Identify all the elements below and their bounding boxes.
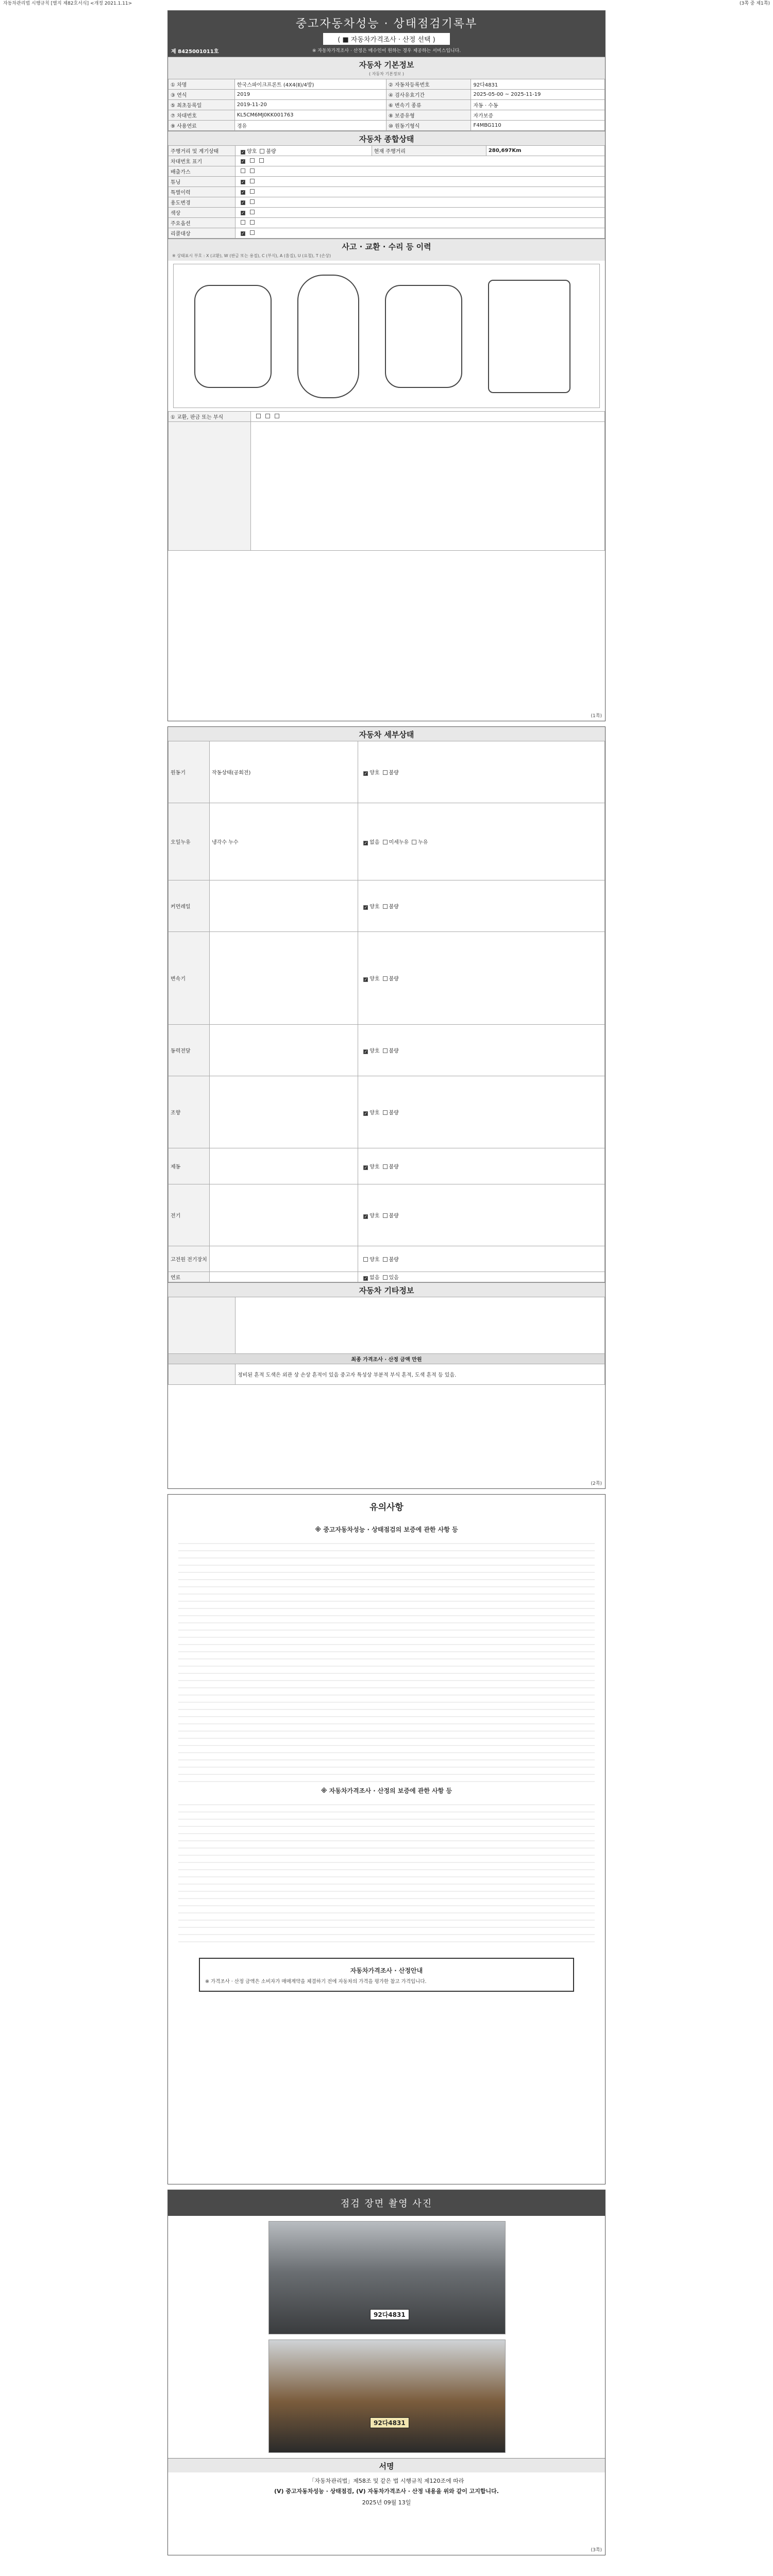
checkbox[interactable]: ✓ — [364, 1165, 368, 1170]
car-outline-frame — [488, 280, 570, 393]
checkbox[interactable]: ✓ — [364, 1214, 368, 1219]
basic-info-title: 자동차 기본정보 — [168, 57, 605, 71]
checkbox[interactable] — [250, 199, 255, 204]
mileage-label: 현재 주행거리 — [372, 146, 486, 156]
accident-section — [168, 239, 605, 551]
detail-category: 고전원 전기장치 — [169, 1246, 210, 1272]
checkbox[interactable] — [383, 1048, 388, 1053]
notes-title: 유의사항 — [168, 1495, 605, 1518]
field-value: 92다4831 — [471, 79, 605, 90]
overall-status-section — [168, 131, 605, 239]
other-info-section — [168, 1282, 605, 1385]
price-guide-box — [199, 1958, 574, 1992]
page-number: (2쪽) — [591, 1481, 602, 1486]
status-row-label: 주요옵션 — [169, 218, 236, 228]
price-guide-note: ※ 가격조사 · 산정 금액은 소비자가 매매계약을 체결하기 전에 자동차의 가격을 평가한 참고 가격입니다. — [205, 1979, 427, 1985]
repair-need-cell — [169, 1297, 236, 1354]
form-page-indicator: (3쪽 중 제1쪽) — [740, 1, 770, 6]
signature-line-2: (V) 중고자동차성능 · 상태점검, (V) 자동차가격조사 · 산정 내용을 위와 같이 고지합니다. — [274, 2488, 499, 2495]
checkbox[interactable]: ✓ — [241, 211, 245, 215]
opinion-label-cell — [169, 1364, 236, 1385]
checkbox[interactable] — [250, 168, 255, 173]
final-price-value: 만원 — [412, 1357, 422, 1363]
signature-title: 서명 — [168, 2459, 605, 2472]
price-guide-title: 자동차가격조사 · 산정안내 — [350, 1967, 423, 1974]
other-info-table — [168, 1297, 605, 1385]
checkbox[interactable] — [241, 220, 245, 225]
basic-info-table — [168, 79, 605, 131]
basic-info-sub: ( 자동차 기본정보 ) — [168, 71, 605, 79]
field-value: KL5CM6MJ0KK001763 — [234, 110, 386, 121]
field-label: ⑦ 차대번호 — [169, 110, 235, 121]
photo-area — [168, 2216, 605, 2458]
checkbox[interactable] — [383, 976, 388, 981]
field-value: 자가보증 — [471, 110, 605, 121]
checkbox[interactable]: ✓ — [364, 1276, 368, 1281]
field-value: F4MBG110 — [471, 121, 605, 131]
checkbox[interactable]: ✓ — [364, 771, 368, 776]
final-price-label: 최종 가격조사 · 산정 금액 — [351, 1357, 410, 1363]
other-info-title: 자동차 기타정보 — [168, 1283, 605, 1297]
document-subtitle: ( ■ 자동차가격조사 · 산정 선택 ) — [323, 33, 450, 45]
detail-category: 변속기 — [169, 932, 210, 1025]
car-outline-top — [297, 275, 359, 398]
signature-date: 2025년 09월 13일 — [362, 2499, 411, 2506]
basic-info-section — [168, 57, 605, 131]
field-value: 2019-11-20 — [234, 100, 386, 110]
accident-parts-label: ① 교환, 판금 또는 부식 — [169, 412, 251, 422]
notes-text-block — [178, 1537, 595, 1784]
checkbox[interactable]: ✓ — [364, 1111, 368, 1116]
checkbox[interactable] — [250, 230, 255, 235]
notes-heading-2: ※ 자동차가격조사 · 산정의 보증에 관한 사항 등 — [321, 1787, 452, 1794]
checkbox[interactable] — [260, 149, 264, 154]
field-value: 2025-05-00 ~ 2025-11-19 — [471, 90, 605, 100]
checkbox[interactable]: ✓ — [241, 190, 245, 195]
checkbox[interactable] — [383, 904, 388, 909]
checkbox[interactable]: ✓ — [241, 150, 245, 155]
detail-category: 전기 — [169, 1184, 210, 1246]
truck-rear-photo — [268, 2340, 506, 2453]
plate-number: 92다4831 — [370, 2417, 409, 2428]
checkbox[interactable]: ✓ — [364, 1049, 368, 1054]
checkbox[interactable] — [250, 189, 255, 194]
field-label: ⑩ 원동기형식 — [386, 121, 471, 131]
detail-category: 오일누유 — [169, 803, 210, 880]
document-number: 제 8425001011호 — [171, 49, 219, 55]
page-1 — [167, 10, 606, 721]
detail-table: 원동기 작동상태(공회전) ✓ 양호 불량 오일누유 냉각수 누수 ✓ 없음 미세누유 누유 커먼레일 ✓ 양호 불량 변속기 ✓ 양호 불량 동력전달 ✓ 양호 불량 조향 ✓ 양호 불량 제동 ✓ 양호 불량 전기 ✓ 양호 불량 고전원 전기장치 양호 불량 연료 ✓ 없음 있음 — [168, 741, 605, 1282]
checkbox[interactable] — [250, 220, 255, 225]
status-row-label: 용도변경 — [169, 197, 236, 208]
vehicle-diagram — [173, 264, 600, 408]
checkbox[interactable] — [275, 414, 279, 418]
page-4-photos — [167, 2190, 606, 2555]
car-outline-left — [194, 285, 272, 388]
mileage-value: 280,697Km — [486, 146, 604, 156]
checkbox[interactable] — [250, 179, 255, 183]
document-note: ※ 자동차가격조사 · 산정은 매수인이 원하는 경우 제공하는 서비스입니다. — [312, 48, 461, 54]
detail-category: 동력전달 — [169, 1025, 210, 1076]
status-row-label: 색상 — [169, 208, 236, 218]
checkbox[interactable]: ✓ — [241, 180, 245, 184]
field-value: 자동 · 수동 — [471, 100, 605, 110]
accident-rank-cell — [169, 422, 251, 551]
field-label: ⑨ 사용연료 — [169, 121, 235, 131]
field-label: ⑤ 최초등록일 — [169, 100, 235, 110]
form-law-reference: 자동차관리법 시행규칙 [별지 제82호서식] <개정 2021.1.11> — [3, 1, 132, 6]
checkbox[interactable] — [250, 158, 255, 163]
accident-title: 사고 · 교환 · 수리 등 이력 — [168, 239, 605, 253]
status-row-label: 주행거리 및 계기상태 — [169, 146, 236, 156]
checkbox[interactable] — [412, 840, 416, 844]
status-row-label: 특별이력 — [169, 187, 236, 197]
checkbox[interactable] — [383, 770, 388, 775]
document-header — [168, 11, 605, 57]
page-number: (3쪽) — [591, 2548, 602, 2553]
field-value: 2019 — [234, 90, 386, 100]
checkbox[interactable] — [383, 840, 388, 844]
overall-status-table: 주행거리 및 계기상태 ✓ 양호 불량 현재 주행거리 280,697Km 차대번호 표기 ✓ 배출가스 튜닝 ✓ 특별이력 ✓ 용도변경 ✓ 색상 ✓ 주요옵션 리콜대상 ✓ — [168, 145, 605, 239]
checkbox[interactable] — [383, 1275, 388, 1280]
checkbox[interactable]: ✓ — [241, 200, 245, 205]
page-2 — [167, 726, 606, 1489]
detail-item: 냉각수 누수 — [210, 803, 358, 880]
checkbox[interactable] — [383, 1257, 388, 1262]
checkbox[interactable] — [383, 1213, 388, 1218]
notes-text-block — [178, 1798, 595, 1942]
page-3-notes — [167, 1494, 606, 2184]
page-number: (1쪽) — [591, 714, 602, 719]
checkbox[interactable] — [265, 414, 270, 418]
checkbox[interactable]: ✓ — [241, 159, 245, 164]
overall-status-title: 자동차 종합상태 — [168, 131, 605, 145]
field-label: ⑧ 보증유형 — [386, 110, 471, 121]
notes-body — [168, 1518, 605, 2012]
checkbox[interactable]: ✓ — [364, 905, 368, 910]
field-label: ② 자동차등록번호 — [386, 79, 471, 90]
form-header-line — [0, 0, 773, 7]
detail-category: 제동 — [169, 1148, 210, 1184]
checkbox[interactable]: ✓ — [364, 977, 368, 982]
detail-category: 연료 — [169, 1272, 210, 1282]
signature-box — [168, 2472, 605, 2511]
status-row-label: 튜닝 — [169, 177, 236, 187]
detail-category: 원동기 — [169, 741, 210, 803]
photos-title: 점검 장면 촬영 사진 — [340, 2198, 433, 2209]
field-label: ⑥ 변속기 종류 — [386, 100, 471, 110]
field-label: ① 차명 — [169, 79, 235, 90]
car-outline-right — [385, 285, 462, 388]
checkbox[interactable]: ✓ — [364, 841, 368, 845]
detail-title: 자동차 세부상태 — [168, 727, 605, 741]
detail-category: 커먼레일 — [169, 880, 210, 932]
status-row-label: 배출가스 — [169, 166, 236, 177]
detail-item: 작동상태(공회전) — [210, 741, 358, 803]
checkbox[interactable] — [383, 1110, 388, 1115]
status-row-label: 리콜대상 — [169, 228, 236, 239]
checkbox[interactable] — [250, 210, 255, 214]
detail-category: 조향 — [169, 1076, 210, 1148]
inspector-opinion: 정비된 흔적 도색은 외관 상 손상 흔적이 있음 중고자 특성상 부분적 부식 흔적, 도색 흔적 등 있음. — [236, 1364, 605, 1385]
accident-note: ※ 상태표시 부호 : X (교환), W (판금 또는 용접), C (부식), A (흠집), U (요철), T (손상) — [168, 253, 605, 261]
notes-heading-1: ※ 중고자동차성능 · 상태점검의 보증에 관한 사항 등 — [315, 1526, 458, 1533]
signature-line-1: 「자동차관리법」제58조 및 같은 법 시행규칙 제120조에 따라 — [309, 2478, 464, 2484]
field-label: ③ 연식 — [169, 90, 235, 100]
field-value: 경유 — [234, 121, 386, 131]
checkbox[interactable] — [259, 158, 264, 163]
document-title: 중고자동차성능 · 상태점검기록부 — [295, 18, 478, 30]
checkbox[interactable]: ✓ — [241, 231, 245, 236]
checkbox[interactable] — [363, 1257, 368, 1262]
checkbox[interactable] — [383, 1164, 388, 1169]
checkbox[interactable] — [256, 414, 261, 418]
status-row-label: 차대번호 표기 — [169, 156, 236, 166]
plate-number: 92다4831 — [370, 2309, 409, 2320]
truck-front-photo — [268, 2221, 506, 2334]
checkbox[interactable] — [241, 168, 245, 173]
field-value: 한국스파이크프론트 (4X4(Ⅱ)/4방) — [234, 79, 386, 90]
field-label: ④ 검사유효기간 — [386, 90, 471, 100]
accident-table — [168, 411, 605, 551]
